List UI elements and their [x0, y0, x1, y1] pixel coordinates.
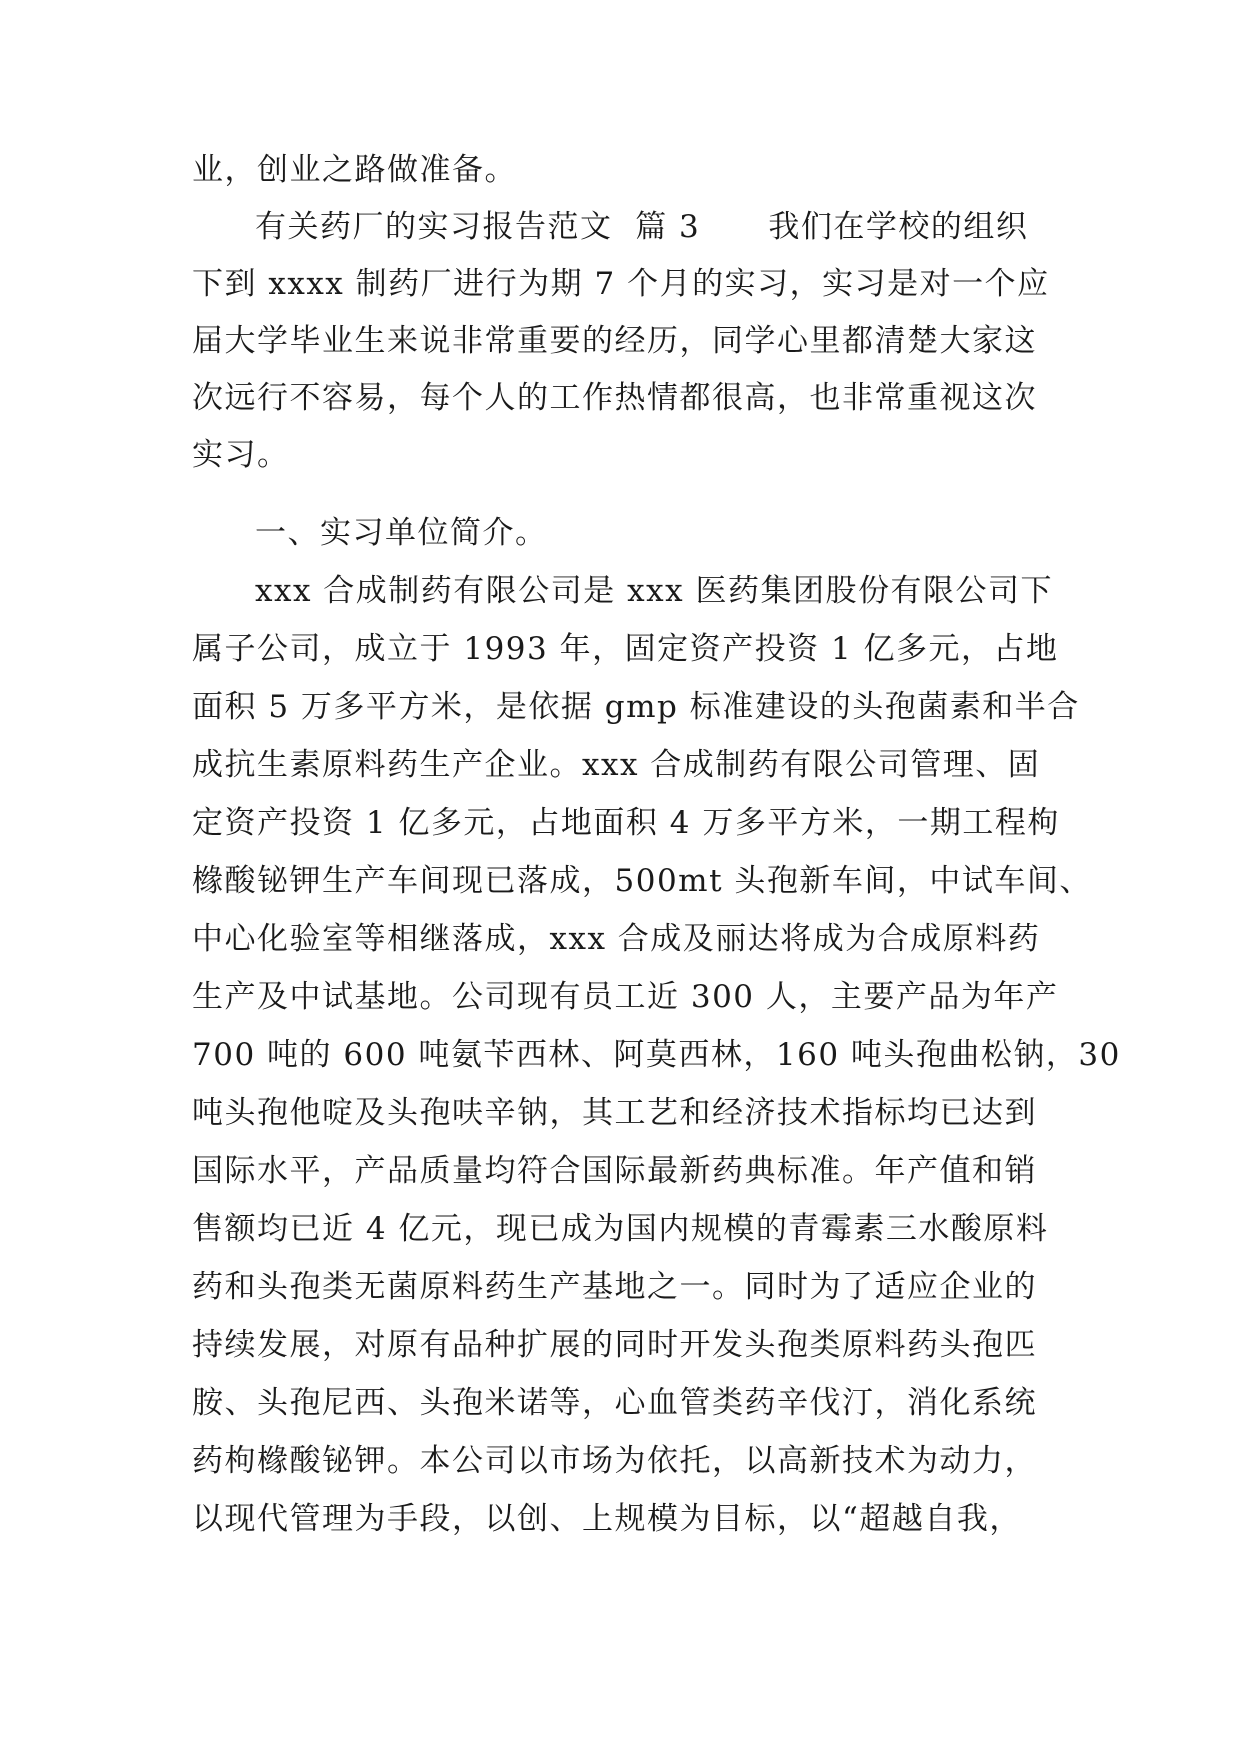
text-line: 吨头孢他啶及头孢呋辛钠，其工艺和经济技术指标均已达到 — [192, 1095, 1037, 1131]
text-line: 次远行不容易，每个人的工作热情都很高，也非常重视这次 — [192, 380, 1037, 416]
text-line: 届大学毕业生来说非常重要的经历，同学心里都清楚大家这 — [192, 323, 1037, 359]
text-line: 以现代管理为手段，以创、上规模为目标，以“超越自我， — [192, 1501, 1022, 1537]
text-line: 生产及中试基地。公司现有员工近 300 人，主要产品为年产 — [192, 979, 1059, 1015]
text-line: 橼酸铋钾生产车间现已落成，500mt 头孢新车间，中试车间、 — [192, 863, 1092, 899]
section-heading: 一、实习单位简介。 — [255, 515, 548, 551]
text-line: 成抗生素原料药生产企业。xxx 合成制药有限公司管理、固 — [192, 747, 1041, 783]
text-line: 持续发展，对原有品种扩展的同时开发头孢类原料药头孢匹 — [192, 1327, 1037, 1363]
text-line: 定资产投资 1 亿多元，占地面积 4 万多平方米，一期工程枸 — [192, 805, 1060, 841]
text-line: 属子公司，成立于 1993 年，固定资产投资 1 亿多元，占地 — [192, 631, 1059, 667]
text-line: 面积 5 万多平方米，是依据 gmp 标准建设的头孢菌素和半合 — [192, 689, 1080, 725]
text-line: xxx 合成制药有限公司是 xxx 医药集团股份有限公司下 — [255, 573, 1053, 609]
text-line: 有关药厂的实习报告范文 篇 3 我们在学校的组织 — [255, 209, 1029, 245]
text-line: 售额均已近 4 亿元，现已成为国内规模的青霉素三水酸原料 — [192, 1211, 1049, 1247]
text-line: 中心化验室等相继落成，xxx 合成及丽达将成为合成原料药 — [192, 921, 1041, 957]
text-line: 国际水平，产品质量均符合国际最新药典标准。年产值和销 — [192, 1153, 1037, 1189]
text-line: 胺、头孢尼西、头孢米诺等，心血管类药辛伐汀，消化系统 — [192, 1385, 1037, 1421]
text-line: 药和头孢类无菌原料药生产基地之一。同时为了适应企业的 — [192, 1269, 1037, 1305]
text-line: 业，创业之路做准备。 — [192, 152, 517, 188]
text-line: 药枸橼酸铋钾。本公司以市场为依托，以高新技术为动力， — [192, 1443, 1037, 1479]
text-line: 700 吨的 600 吨氨苄西林、阿莫西林，160 吨头孢曲松钠，30 — [192, 1037, 1121, 1073]
text-line: 实习。 — [192, 437, 290, 473]
text-line: 下到 xxxx 制药厂进行为期 7 个月的实习，实习是对一个应 — [192, 266, 1050, 302]
